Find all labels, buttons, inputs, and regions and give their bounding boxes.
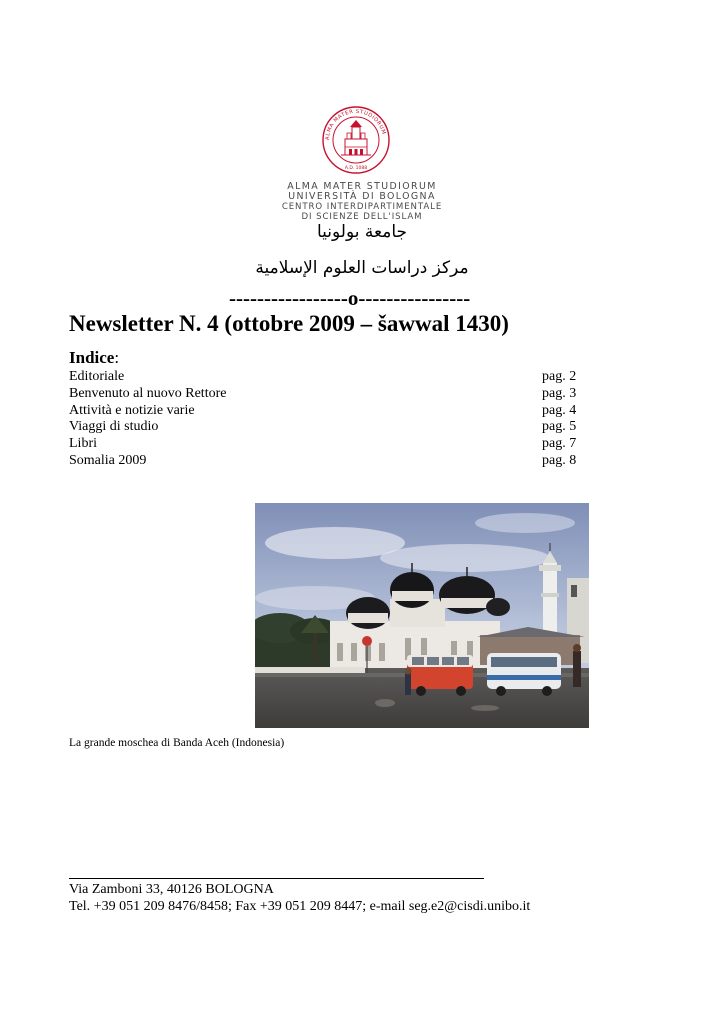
toc-item-label: Attività e notizie varie [69,402,195,418]
institution-line: UNIVERSITÀ DI BOLOGNA [288,191,436,202]
toc-item-label: Benvenuto al nuovo Rettore [69,385,227,401]
table-of-contents [69,369,584,470]
arabic-center-name: مركز دراسات العلوم الإسلامية [255,258,469,278]
toc-item-page: pag. 3 [542,385,577,401]
toc-item-page: pag. 4 [542,402,577,418]
section-divider: -----------------o---------------- [229,286,471,310]
toc-item-page: pag. 7 [542,436,577,452]
newsletter-title: Newsletter N. 4 (ottobre 2009 – šawwal 1430) [69,311,509,336]
institution-line: CENTRO INTERDIPARTIMENTALE [281,202,443,212]
toc-item[interactable] [69,369,584,386]
toc-item-label: Viaggi di studio [69,419,159,435]
svg-text:A.D. 1088: A.D. 1088 [344,166,368,171]
toc-item-page: pag. 5 [542,419,577,435]
svg-text:ALMA MATER STUDIORUM: ALMA MATER STUDIORUM [324,108,387,141]
index-heading-label: Indice [69,348,115,367]
institution-line: DI SCIENZE DELL'ISLAM [301,212,423,222]
mosque-photo [255,503,589,728]
toc-item-page: pag. 8 [542,452,577,468]
toc-item-label: Editoriale [69,369,125,384]
footer-phone-fax-email: Tel. +39 051 209 8476/8458; Fax +39 051 209 8447; e-mail seg.e2@cisdi.unibo.it [69,899,531,914]
photo-caption: La grande moschea di Banda Aceh (Indonesia) [69,737,285,749]
footer-address: Via Zamboni 33, 40126 BOLOGNA [69,882,274,897]
toc-item-label: Libri [69,436,97,452]
institution-name [262,182,462,222]
toc-item-page: pag. 2 [542,369,577,384]
institution-line: ALMA MATER STUDIORUM [287,181,437,192]
footer-divider [69,878,484,879]
index-heading-colon: : [114,348,120,367]
footer-contacts [69,881,530,915]
toc-item[interactable] [69,419,584,436]
toc-item[interactable] [69,453,584,470]
toc-item[interactable] [69,386,584,403]
toc-item[interactable] [69,403,584,420]
university-seal [321,105,391,175]
arabic-university-name: جامعة بولونيا [316,222,408,242]
index-heading [69,348,119,368]
toc-item[interactable] [69,436,584,453]
toc-item-label: Somalia 2009 [69,452,147,468]
